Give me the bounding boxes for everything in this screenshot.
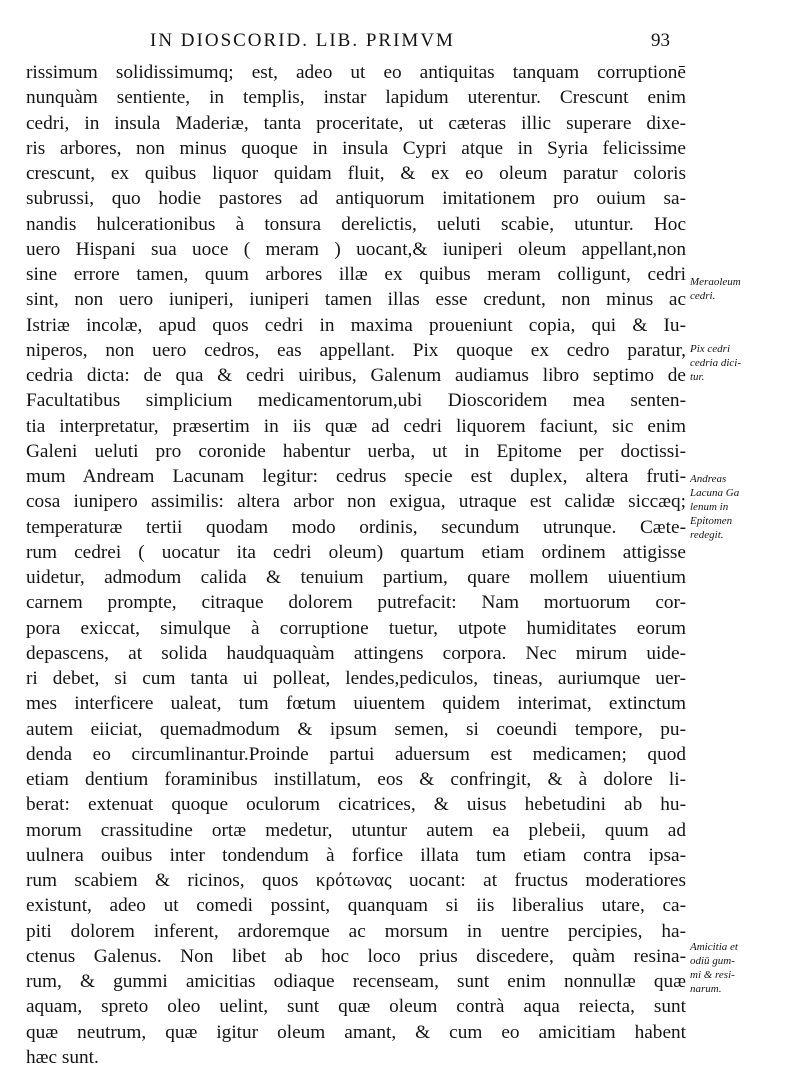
text-line: nunquàm sentiente, in templis, instar lapidum uterentur. Crescunt enim bbox=[26, 87, 686, 109]
margin-note-line: Andreas bbox=[690, 473, 727, 485]
text-line: Facultatibus simplicium medicamentorum,ubi Dioscoridem mea senten- bbox=[26, 390, 686, 412]
text-line: Galeni ueluti pro coronide habentur uerba, ut in Epitome per doctissi- bbox=[26, 440, 686, 462]
text-line: crescunt, ex quibus liquor quidam fluit, & ex eo oleum paratur coloris bbox=[26, 163, 686, 184]
margin-note-line: redegit. bbox=[690, 529, 724, 541]
margin-note bbox=[690, 472, 795, 542]
text-line: uidetur, admodum calida & tenuium partium, quare mollem uiuentium bbox=[26, 567, 686, 588]
margin-note bbox=[690, 940, 795, 996]
margin-note-line: mi & resi- bbox=[690, 969, 735, 981]
running-title: IN DIOSCORID. LIB. PRIMVM bbox=[150, 30, 455, 51]
text-line: subrussi, quo hodie pastores ad antiquorum imitationem pro ouium sa- bbox=[26, 188, 686, 210]
text-line: cosa iunipero assimilis: altera arbor non exigua, utraque est calidæ siccæq; bbox=[26, 491, 686, 513]
text-line: depascens, at solida haudquaquàm attingens corpora. Nec mirum uide- bbox=[26, 642, 686, 664]
text-line: etiam dentium foraminibus instillatum, eos & confringit, & à dolore li- bbox=[26, 769, 686, 790]
page-number: 93 bbox=[651, 30, 670, 51]
text-line: uulnera ouibus inter tondendum à forfice illata tum etiam contra ipsa- bbox=[26, 844, 686, 866]
text-line: temperaturæ tertii quodam modo ordinis, secundum utrunque. Cæte- bbox=[26, 516, 686, 538]
text-line: rissimum solidissimumq; est, adeo ut eo antiquitas tanquam corruptionē bbox=[26, 62, 686, 83]
text-line: carnem prompte, citraque dolorem putrefacit: Nam mortuorum cor- bbox=[26, 592, 686, 614]
margin-note-line: Meraoleum bbox=[690, 276, 741, 288]
text-line: ris arbores, non minus quoque in insula Cypri atque in Syria felicissime bbox=[26, 137, 686, 159]
text-line: rum scabiem & ricinos, quos κρότωνας uocant: at fructus moderatiores bbox=[26, 870, 686, 891]
text-line: sint, non uero iuniperi, iuniperi tamen illas esse credunt, non minus ac bbox=[26, 289, 686, 311]
margin-note-line: cedria dici- bbox=[690, 357, 742, 369]
margin-note-line: cedri. bbox=[690, 290, 716, 302]
text-line: ctenus Galenus. Non libet ab hoc loco prius discedere, quàm resina- bbox=[26, 945, 686, 967]
running-header bbox=[150, 30, 670, 58]
margin-note-line: Pix cedri bbox=[690, 343, 731, 355]
margin-note bbox=[690, 275, 795, 303]
margin-note-line: odiū gum- bbox=[690, 955, 735, 967]
margin-note-line: tur. bbox=[690, 371, 705, 383]
text-line: uero Hispani sua uoce ( meram ) uocant,& iuniperi oleum appellant,non bbox=[26, 238, 686, 260]
text-line: tia interpretatur, præsertim in iis quæ ad cedri liquorem faciunt, sic enim bbox=[26, 415, 686, 437]
margin-note bbox=[690, 342, 795, 384]
text-line: niperos, non uero cedros, eas appellant. Pix quoque ex cedro paratur, bbox=[26, 339, 686, 361]
margin-note-line: lenum in bbox=[690, 501, 729, 513]
text-line: quæ neutrum, quæ igitur oleum amant, & cum eo amicitiam habent bbox=[26, 1021, 686, 1043]
text-line: mum Andream Lacunam legitur: cedrus specie est duplex, altera fruti- bbox=[26, 466, 686, 487]
text-line: autem eiiciat, quemadmodum & ipsum semen, si coeundi tempore, pu- bbox=[26, 718, 686, 740]
text-line: cedri, in insula Maderiæ, tanta proceritate, ut cæteras illic superare dixe- bbox=[26, 112, 686, 134]
margin-note-line: Lacuna Ga bbox=[690, 487, 740, 499]
margin-note-line: Epitomen bbox=[690, 515, 733, 527]
text-line: aquam, spreto oleo uelint, sunt quæ oleum contrà aqua reiecta, sunt bbox=[26, 996, 686, 1018]
text-line: rum, & gummi amicitias odiaque recenseam, sunt enim nonnullæ quæ bbox=[26, 971, 686, 992]
main-text-block bbox=[26, 60, 686, 1070]
margin-note-line: narum. bbox=[690, 983, 722, 995]
text-line: cedria dicta: de qua & cedri uiribus, Galenum audiamus libro septimo de bbox=[26, 365, 686, 386]
text-line: pora exiccat, simulque à corruptione tuetur, utpote humiditates eorum bbox=[26, 617, 686, 639]
text-line: denda eo circumlinantur.Proinde partui aduersum est medicamen; quod bbox=[26, 743, 686, 765]
text-line: morum crassitudine ortæ medetur, utuntur autem ea plebeii, quum ad bbox=[26, 819, 686, 841]
text-line: nandis hulcerationibus à tonsura derelictis, ueluti scabie, utuntur. Hoc bbox=[26, 213, 686, 235]
text-line: mes interficere ualeat, tum fœtum uiuentem quidem interimat, extinctum bbox=[26, 693, 686, 715]
text-line: berat: extenuat quoque oculorum cicatrices, & uisus hebetudini ab hu- bbox=[26, 794, 686, 816]
text-line: piti dolorem inferent, ardoremque ac morsum in uentre percipies, ha- bbox=[26, 920, 686, 942]
text-line: hæc sunt. bbox=[26, 1046, 99, 1068]
text-line: existunt, adeo ut comedi possint, quanquam si iis liberalius utare, ca- bbox=[26, 895, 686, 917]
text-line: Istriæ incolæ, apud quos cedri in maxima proueniunt copia, qui & Iu- bbox=[26, 314, 686, 336]
margin-note-line: Amicitia et bbox=[690, 941, 738, 953]
text-line: ri debet, si cum tanta ui polleat, lendes,pediculos, tineas, auriumque uer- bbox=[26, 668, 686, 689]
text-line: rum cedrei ( uocatur ita cedri oleum) quartum etiam ordinem attigisse bbox=[26, 541, 686, 563]
text-line: sine errore tamen, quum arbores illæ ex quibus meram colligunt, cedri bbox=[26, 264, 686, 285]
